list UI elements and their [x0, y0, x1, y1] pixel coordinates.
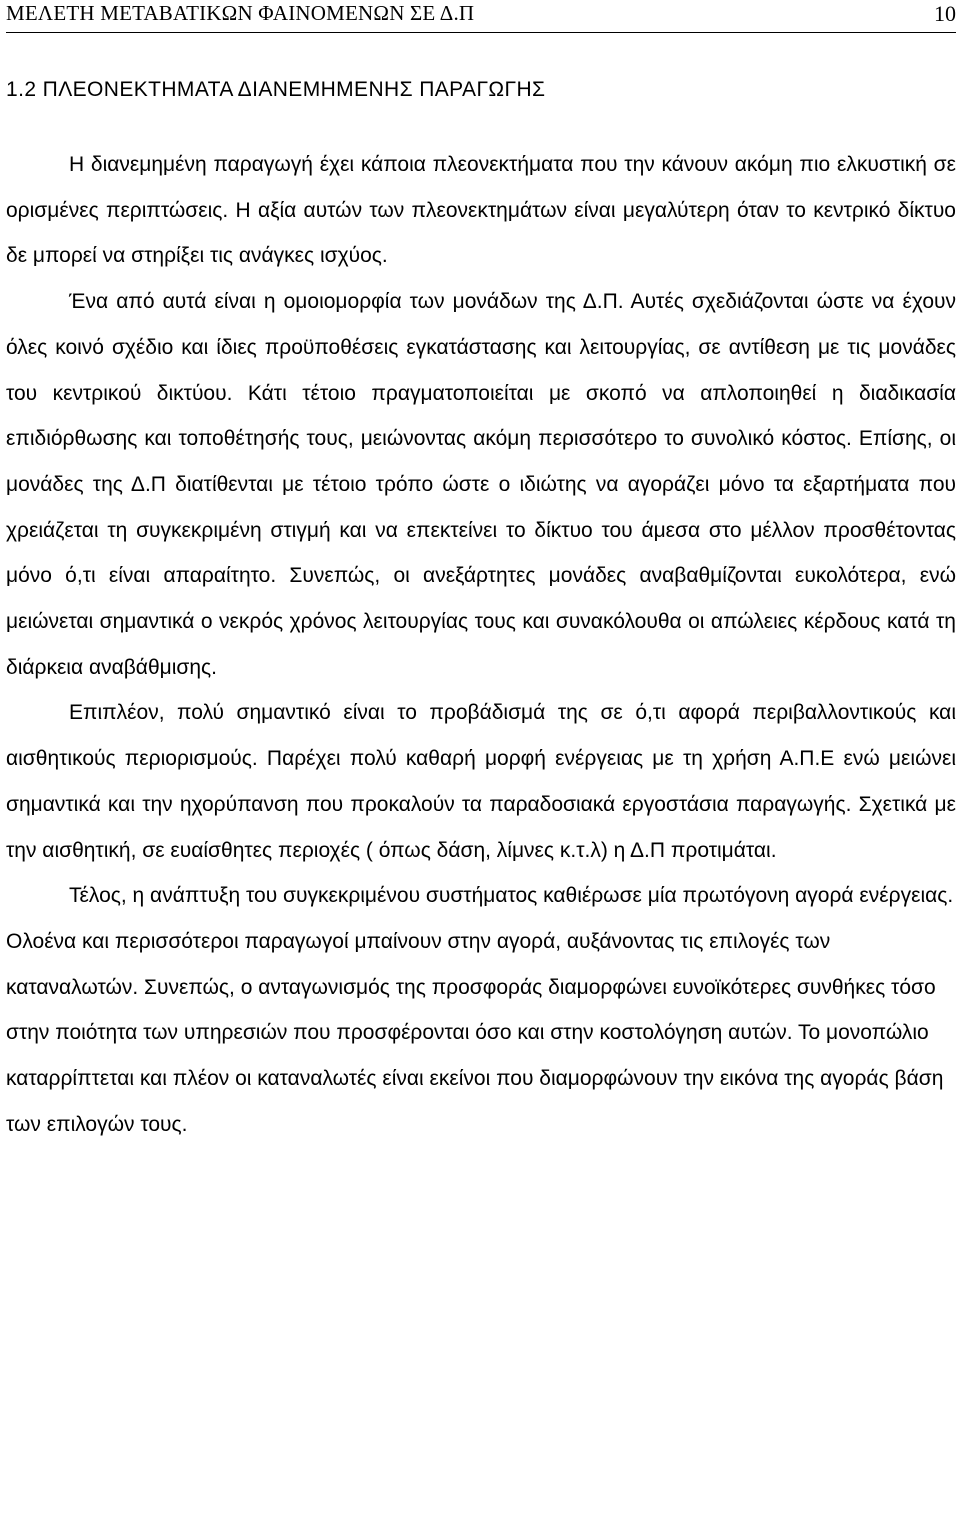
- running-header-title: ΜΕΛΕΤΗ ΜΕΤΑΒΑΤΙΚΩΝ ΦΑΙΝΟΜΕΝΩΝ ΣΕ Δ.Π: [6, 1, 475, 25]
- page-number: 10: [934, 1, 956, 26]
- running-header: [6, 0, 956, 42]
- document-page: [6, 0, 956, 1147]
- section-heading: 1.2 ΠΛΕΟΝΕΚΤΗΜΑΤΑ ΔΙΑΝΕΜΗΜΕΝΗΣ ΠΑΡΑΓΩΓΗΣ: [6, 78, 546, 101]
- paragraph: Η διανεμημένη παραγωγή έχει κάποια πλεονεκτήματα που την κάνουν ακόμη πιο ελκυστική σε ορισμένες περιπτώσεις. Η αξία αυτών των πλεονεκτημάτων είναι μεγαλύτερη όταν το κεντρικό δίκτυο δε μπορεί να στηρίξει τις ανάγκες ισχύος.: [6, 153, 956, 268]
- paragraph: Επιπλέον, πολύ σημαντικό είναι το προβάδισμά της σε ό,τι αφορά περιβαλλοντικούς και αισθητικούς περιορισμούς. Παρέχει πολύ καθαρή μορφή ενέργειας με τη χρήση Α.Π.Ε ενώ μειώνει σημαντικά και την ηχορύπανση που προκαλούν τα παραδοσιακά εργοστάσια παραγωγής. Σχετικά με την αισθητική, σε ευαίσθητες περιοχές ( όπως δάση, λίμνες κ.τ.λ) η Δ.Π προτιμάται.: [6, 701, 956, 862]
- header-rule: [6, 32, 956, 33]
- paragraph: Ένα από αυτά είναι η ομοιομορφία των μονάδων της Δ.Π. Αυτές σχεδιάζονται ώστε να έχουν όλες κοινό σχέδιο και ίδιες προϋποθέσεις εγκατάστασης και λειτουργίας, σε αντίθεση με τις μονάδες του κεντρικού δικτύου. Κάτι τέτοιο πραγματοποιείται με σκοπό να απλοποιηθεί η διαδικασία επιδιόρθωσης και τοποθέτησής τους, μειώνοντας ακόμη περισσότερο το συνολικό κόστος. Επίσης, οι μονάδες της Δ.Π διατίθενται με τέτοιο τρόπο ώστε ο ιδιώτης να αγοράζει μόνο τα εξαρτήματα που χρειάζεται τη συγκεκριμένη στιγμή και να επεκτείνει το δίκτυο του άμεσα στο μέλλον προσθέτοντας μόνο ό,τι είναι απαραίτητο. Συνεπώς, οι ανεξάρτητες μονάδες αναβαθμίζονται ευκολότερα, ενώ μειώνεται σημαντικά ο νεκρός χρόνος λειτουργίας τους και συνακόλουθα οι απώλειες κέρδους κατά τη διάρκεια αναβάθμισης.: [6, 290, 956, 679]
- paragraph: Τέλος, η ανάπτυξη του συγκεκριμένου συστήματος καθιέρωσε μία πρωτόγονη αγορά ενέργειας. Ολοένα και περισσότεροι παραγωγοί μπαίνουν στην αγορά, αυξάνοντας τις επιλογές των καταναλωτών. Συνεπώς, ο ανταγωνισμός της προσφοράς διαμορφώνει ευνοϊκότερες συνθήκες τόσο στην ποιότητα των υπηρεσιών που προσφέρονται όσο και στην κοστολόγηση αυτών. Το μονοπώλιο καταρρίπτεται και πλέον οι καταναλωτές είναι εκείνοι που διαμορφώνουν την εικόνα της αγοράς βάση των επιλογών τους.: [6, 884, 954, 1136]
- body-text: [6, 142, 956, 1147]
